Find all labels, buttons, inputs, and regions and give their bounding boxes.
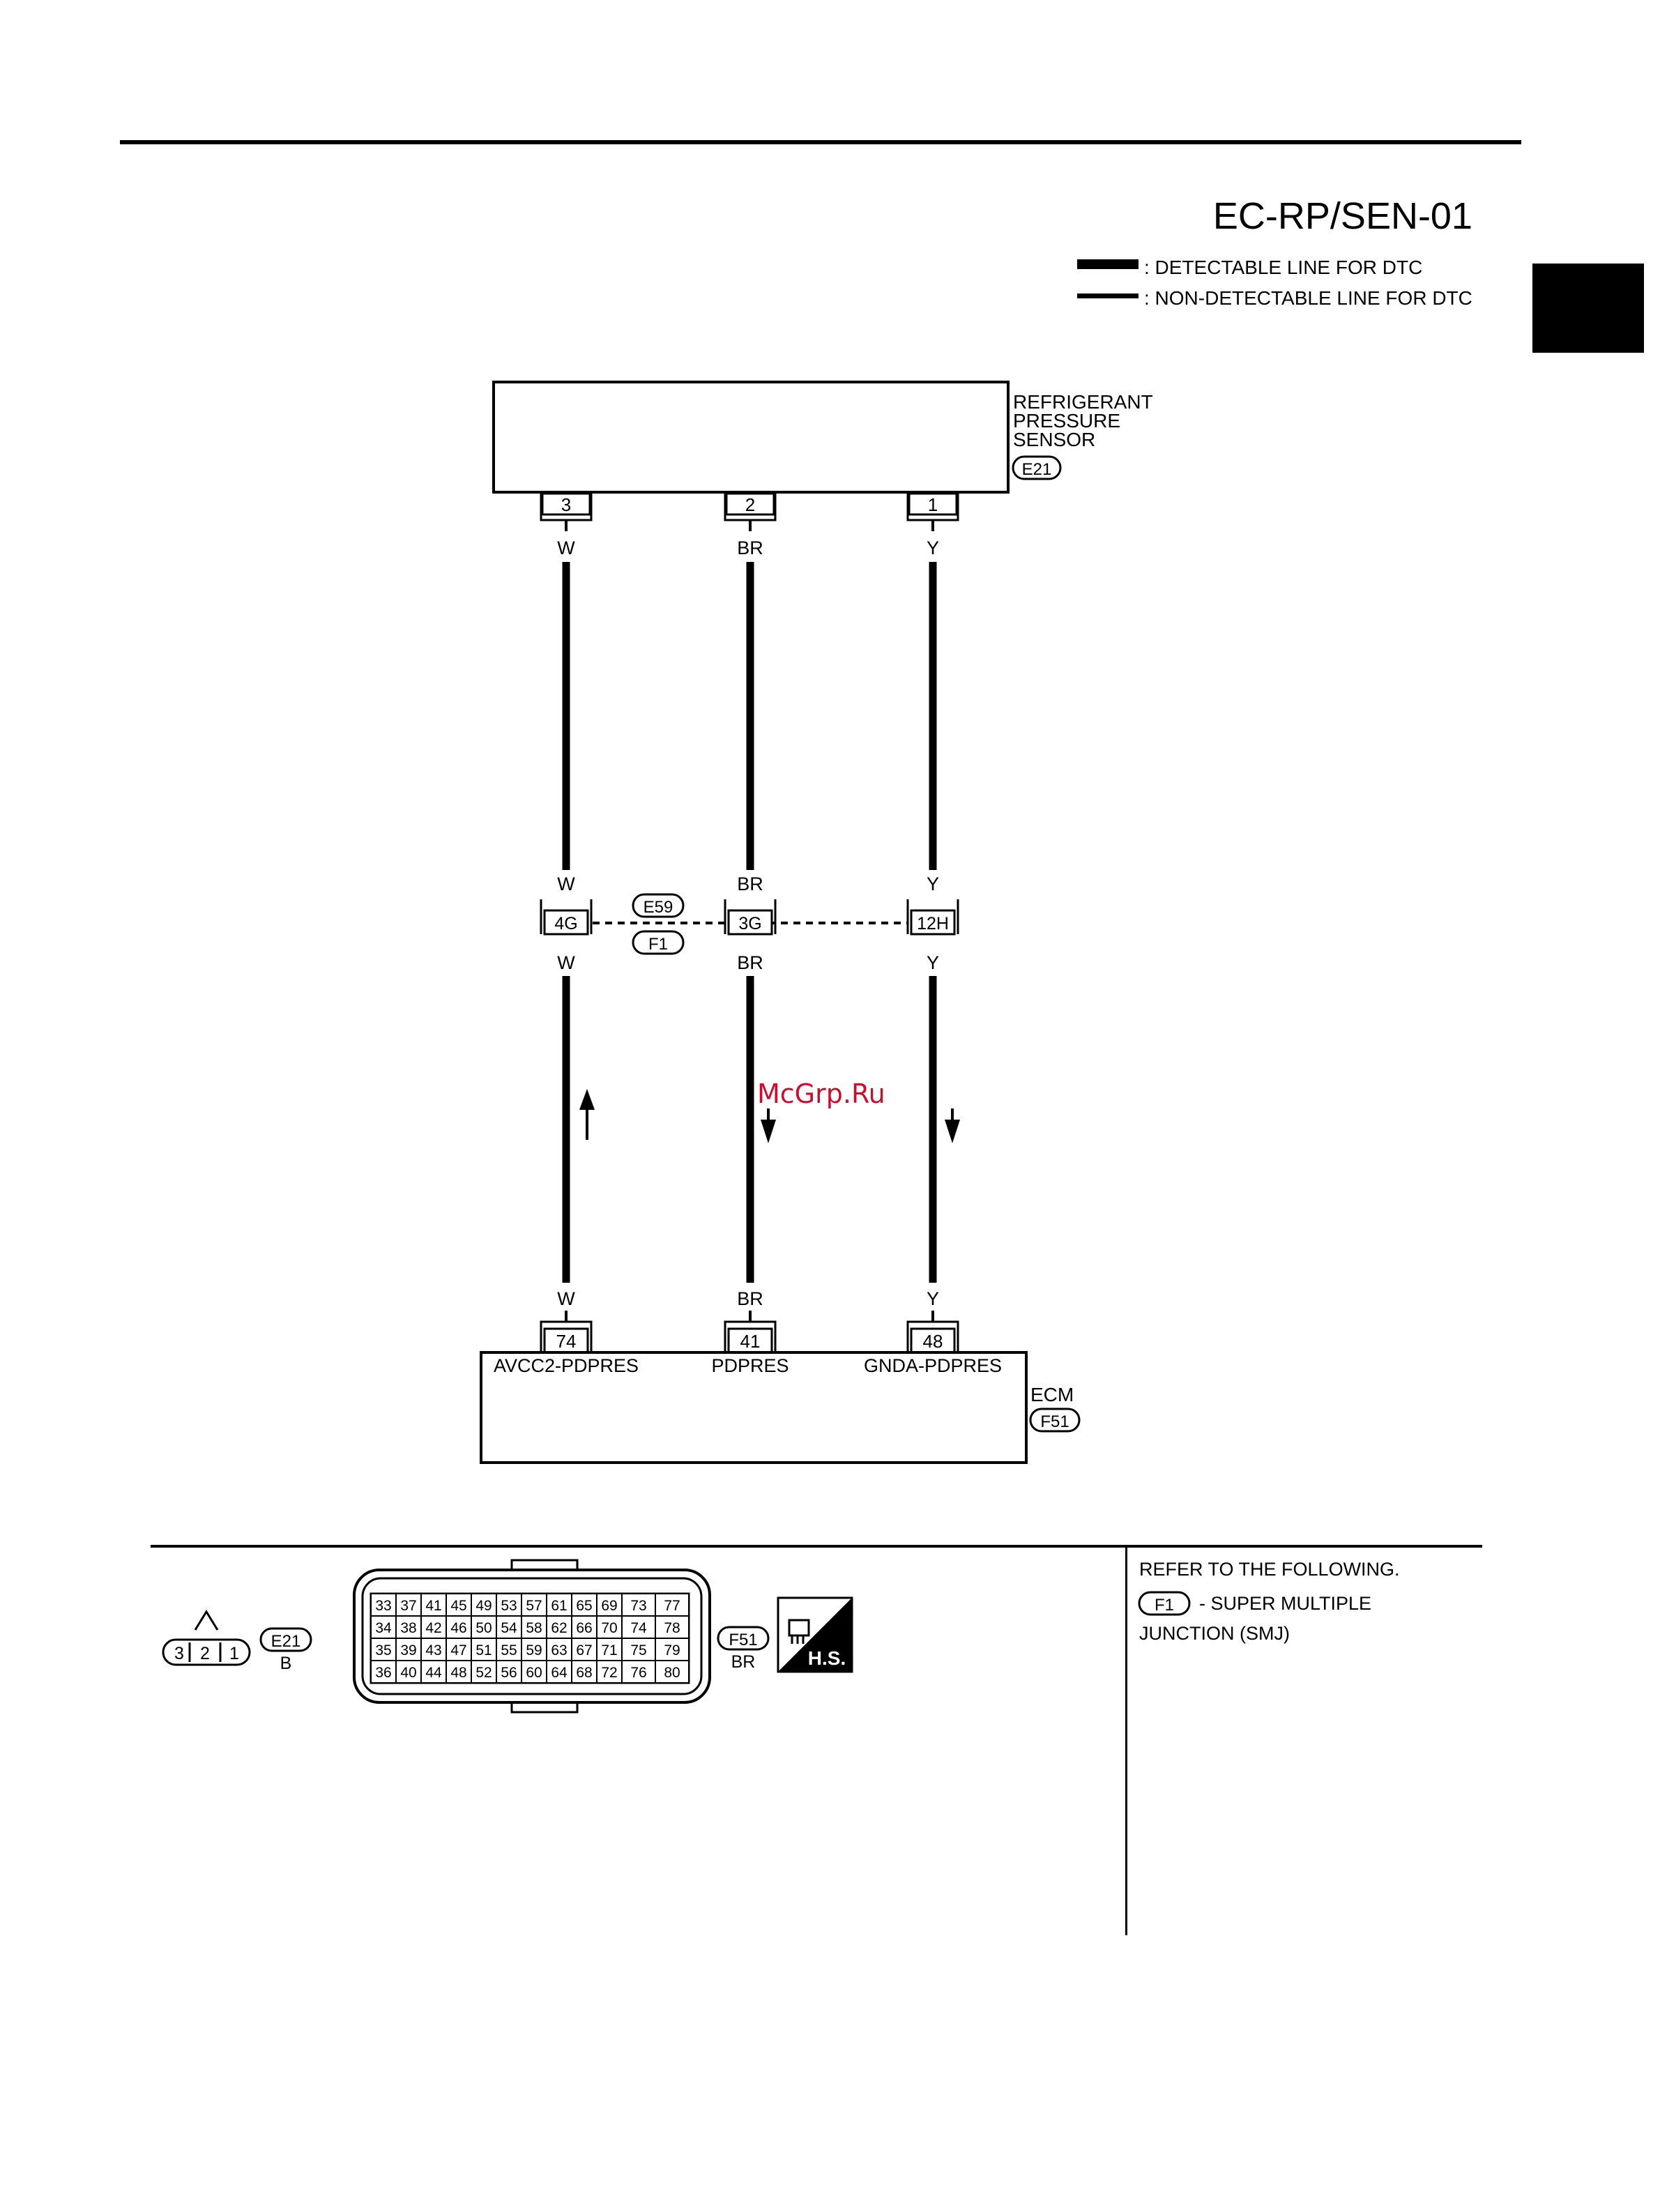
wire-label-y-joint-bottom: Y (926, 952, 940, 973)
wire-label-w-top: W (557, 537, 575, 558)
section-tab (1532, 264, 1644, 353)
lower-rule (151, 1545, 1482, 1548)
f51-pin-number: 55 (501, 1642, 517, 1658)
f51-pin-number: 49 (475, 1598, 492, 1614)
f51-pin-number: 34 (375, 1620, 392, 1636)
e21-connector-view (163, 1612, 250, 1665)
f51-pin-number: 65 (576, 1598, 593, 1614)
f51-pin-number: 70 (601, 1620, 618, 1636)
f51-pin-number: 37 (400, 1598, 417, 1614)
f51-pin-number: 76 (630, 1665, 647, 1681)
f51-pin-number: 33 (375, 1598, 392, 1614)
f51-pin-number: 80 (664, 1665, 680, 1681)
sensor-connector-label: E21 (1021, 460, 1052, 479)
svg-text:12H: 12H (917, 914, 949, 933)
wire-label-br-top: BR (737, 537, 763, 558)
watermark: McGrp.Ru (757, 1078, 885, 1109)
harness-service-icon (778, 1598, 852, 1672)
e21-view-label: E21 (271, 1632, 301, 1651)
svg-text:3: 3 (561, 494, 572, 515)
f51-pin-number: 68 (576, 1665, 593, 1681)
svg-text:3G: 3G (738, 914, 762, 933)
svg-text:74: 74 (556, 1331, 577, 1352)
svg-text:H.S.: H.S. (807, 1647, 846, 1669)
f51-pin-number: 52 (475, 1665, 492, 1681)
sensor-pin-3 (541, 492, 591, 520)
joint-connector-f1-label: F1 (648, 935, 669, 954)
wire-label-w-joint-bottom: W (557, 952, 575, 973)
wire-label-br-joint-bottom: BR (737, 952, 763, 973)
arrow-up-icon (579, 1089, 595, 1140)
f51-pin-number: 53 (501, 1598, 517, 1614)
joint-connector-e59-label: E59 (643, 898, 673, 917)
legend-non-detectable-label: : NON-DETECTABLE LINE FOR DTC (1144, 287, 1472, 309)
f51-pin-number: 78 (664, 1620, 680, 1636)
ecm-pin-41 (725, 1322, 775, 1352)
arrow-down-icon (945, 1108, 960, 1143)
lower-divider (1125, 1546, 1127, 1935)
legend-detectable-swatch (1077, 259, 1139, 269)
f51-pin-number: 75 (630, 1642, 647, 1658)
f51-pin-number: 36 (375, 1665, 392, 1681)
joint-pin-4g (541, 899, 591, 934)
f51-pin-number: 74 (630, 1620, 647, 1636)
svg-text:4G: 4G (554, 914, 578, 933)
f51-pin-number: 51 (475, 1642, 492, 1658)
ecm-signal-gnda: GNDA-PDPRES (863, 1355, 1003, 1376)
f51-pin-number: 63 (551, 1642, 568, 1658)
sensor-box (494, 382, 1008, 492)
ecm-pin-74 (541, 1322, 591, 1352)
refer-line2: JUNCTION (SMJ) (1139, 1623, 1290, 1644)
f51-pin-number: 46 (450, 1620, 467, 1636)
page-title: EC-RP/SEN-01 (1212, 195, 1472, 237)
ecm-signal-pdpres: PDPRES (711, 1355, 789, 1376)
legend-non-detectable-swatch (1077, 293, 1139, 298)
f51-pin-number: 39 (400, 1642, 417, 1658)
wire-label-y-top: Y (926, 537, 940, 558)
f51-pin-number: 44 (425, 1665, 442, 1681)
f51-view-color: BR (731, 1652, 756, 1672)
f51-pin-number: 40 (400, 1665, 417, 1681)
ecm-name: ECM (1030, 1384, 1074, 1405)
f51-pin-number: 73 (630, 1598, 647, 1614)
top-rule (120, 140, 1521, 144)
wire-label-w-bottom: W (557, 1288, 575, 1309)
f51-pin-number: 69 (601, 1598, 618, 1614)
f51-view-label: F51 (729, 1631, 758, 1649)
svg-text:2: 2 (200, 1644, 210, 1663)
f51-pin-number: 54 (501, 1620, 517, 1636)
refer-line1: - SUPER MULTIPLE (1199, 1593, 1372, 1614)
refer-heading: REFER TO THE FOLLOWING. (1139, 1559, 1400, 1580)
f51-pin-number: 47 (450, 1642, 467, 1658)
f51-pin-number: 48 (450, 1665, 467, 1681)
wire-label-br-joint-top: BR (737, 874, 763, 894)
f51-pin-number: 42 (425, 1620, 442, 1636)
svg-text:1: 1 (927, 494, 938, 515)
e21-view-color: B (280, 1654, 292, 1673)
f51-pin-number: 41 (425, 1598, 442, 1614)
refer-connector-label: F1 (1154, 1596, 1175, 1615)
f51-pin-number: 50 (475, 1620, 492, 1636)
f51-pin-number: 71 (601, 1642, 618, 1658)
ecm-pin-48 (908, 1322, 958, 1352)
f51-pin-number: 59 (526, 1642, 542, 1658)
f51-pin-number: 61 (551, 1598, 568, 1614)
f51-pin-number: 79 (664, 1642, 680, 1658)
f51-pin-number: 45 (450, 1598, 467, 1614)
f51-connector-view (354, 1560, 710, 1712)
f51-pin-number: 57 (526, 1598, 542, 1614)
wire-label-w-joint-top: W (557, 874, 575, 894)
ecm-signal-avcc2: AVCC2-PDPRES (493, 1355, 639, 1376)
sensor-pin-2 (725, 492, 775, 520)
legend-detectable-label: : DETECTABLE LINE FOR DTC (1144, 257, 1423, 278)
joint-pin-3g (725, 899, 775, 934)
arrow-down-icon (761, 1108, 776, 1143)
sensor-name-line2: PRESSURE (1013, 410, 1121, 432)
sensor-pin-1 (908, 492, 958, 520)
f51-pin-number: 56 (501, 1665, 517, 1681)
svg-text:41: 41 (740, 1331, 761, 1352)
sensor-name-line1: REFRIGERANT (1013, 391, 1153, 413)
f51-pin-number: 67 (576, 1642, 593, 1658)
ecm-connector-label: F51 (1040, 1412, 1069, 1431)
f51-pin-number: 43 (425, 1642, 442, 1658)
f51-pin-number: 58 (526, 1620, 542, 1636)
wire-label-br-bottom: BR (737, 1288, 763, 1309)
svg-text:1: 1 (229, 1644, 239, 1663)
f51-pin-number: 38 (400, 1620, 417, 1636)
f51-pin-number: 72 (601, 1665, 618, 1681)
svg-text:3: 3 (174, 1644, 184, 1663)
f51-pin-number: 60 (526, 1665, 542, 1681)
svg-text:48: 48 (922, 1331, 943, 1352)
joint-pin-12h (908, 899, 958, 934)
f51-pin-number: 64 (551, 1665, 568, 1681)
wire-label-y-bottom: Y (926, 1288, 940, 1309)
svg-text:2: 2 (745, 494, 756, 515)
f51-pin-number: 35 (375, 1642, 392, 1658)
sensor-name-line3: SENSOR (1013, 429, 1096, 450)
f51-pin-number: 77 (664, 1598, 680, 1614)
wire-label-y-joint-top: Y (926, 874, 940, 894)
f51-pin-number: 66 (576, 1620, 593, 1636)
f51-pin-number: 62 (551, 1620, 568, 1636)
